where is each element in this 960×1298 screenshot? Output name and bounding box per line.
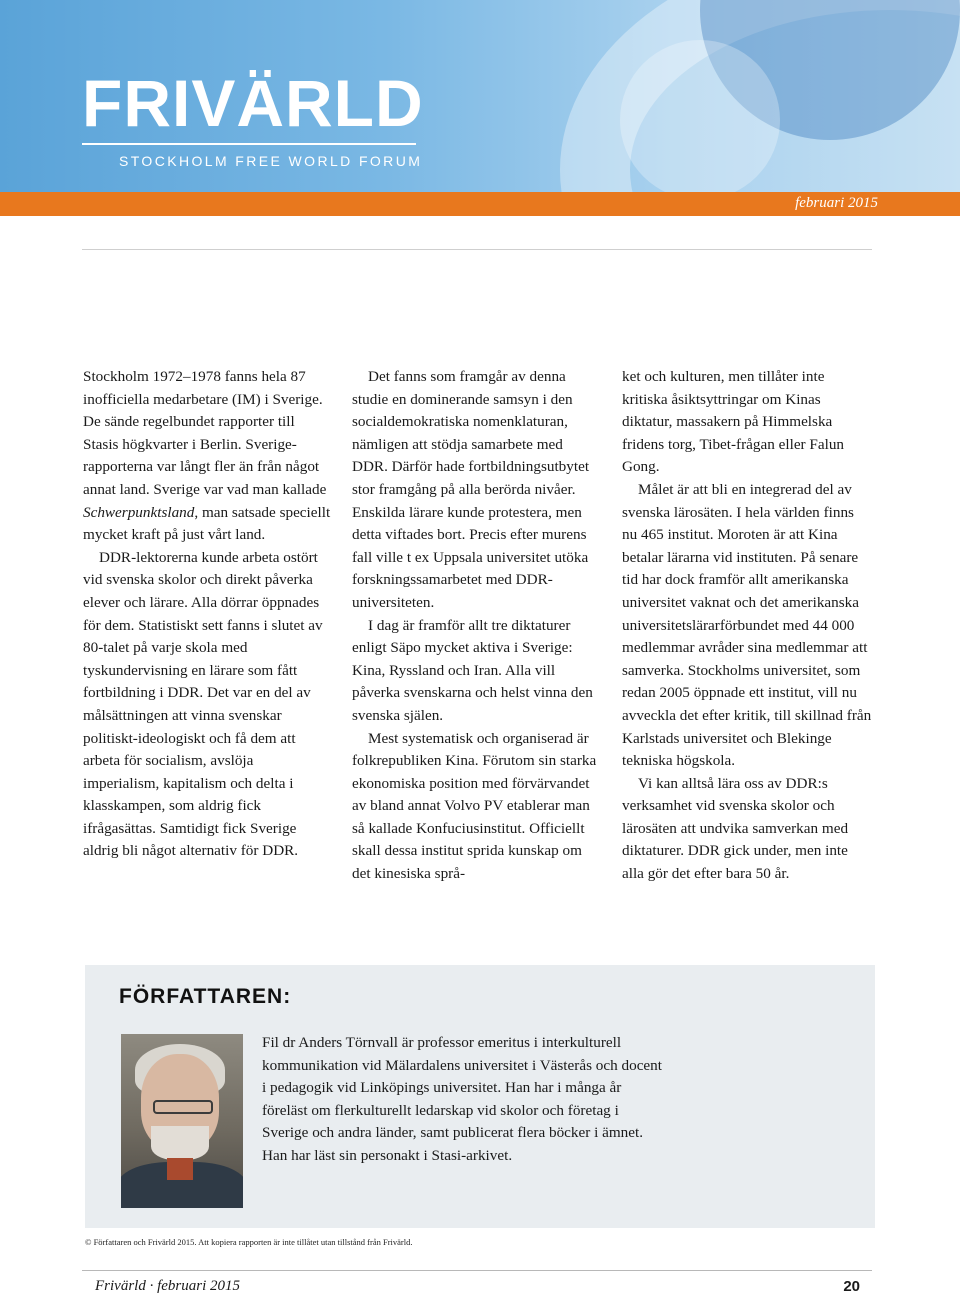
paragraph: I dag är framför allt tre diktaturer enligt Säpo mycket aktiva i Sverige: Kina, Ryssland och Iran. Alla vill påverka svenskarna och helst vinna den svenska själen.: [352, 616, 593, 724]
author-bio: Fil dr Anders Törnvall är professor emeritus i interkulturell kommunikation vid Mälardalens universitet i Västerås och docent i pedagogik vid Linköpings universitet. Han har i många år föreläst om flerkulturellt ledarskap vid skolor och företag i Sverige och andra länder, samt publicerat flera böcker i ämnet. Han har läst sin personakt i Stasi-arkivet.: [262, 1034, 662, 1164]
paragraph: [83, 366, 333, 547]
paragraph: ket och kulturen, men tillåter inte kritiska åsiktsyttringar om Kinas diktatur, massakern på Himmelska fridens torg, Tibet-frågan eller Falun Gong.: [622, 368, 845, 476]
paragraph: DDR-lektorerna kunde arbeta ostört vid svenska skolor och direkt påverka elever och lärare. Alla dörrar öppnades för dem. Statistiskt sett fanns i slutet av 80-talet på varje skola med tyskundervisning en lärare som fått fortbildning i DDR. Det var en del av målsättningen att vinna svenskar politiskt-ideologiskt och få dem att arbeta för socialism, avslöja imperialism, kapitalism och delta i klasskampen, som aldrig fick ifrågasättas. Samtidigt fick Sverige aldrig bli något alternativ för DDR.: [83, 548, 323, 860]
footer-divider: [82, 1270, 872, 1271]
author-photo: [121, 1034, 243, 1208]
masthead-banner: [0, 0, 960, 192]
paragraph-text: Stockholm 1972–1978 fanns hela 87 inofficiella medarbetare (IM) i Sverige. De sände regelbundet rapporter till Stasis högkvarter i Berlin. Sverige-rapporterna var långt fler än från något annat land. Sverige var vad man kallade: [83, 368, 327, 498]
logo-underline: [82, 143, 416, 145]
footer-publication: Frivärld · februari 2015: [95, 1278, 240, 1294]
page-number: 20: [843, 1278, 860, 1295]
paragraph: Mest systematisk och organiserad är folkrepubliken Kina. Förutom sin starka ekonomiska position med förvärvandet av bland annat Volvo PV etablerar man så kallade Konfuciusinstitut. Officiellt skall dessa institut sprida kunskap om det kinesiska språ-: [352, 729, 597, 883]
paragraph: Målet är att bli en integrerad del av svenska lärosäten. I hela världen finns nu 465 institut. Moroten är att Kina betalar lärarna vid instituten. På senare tid har dock framför allt amerikanska universitet vaknat och det amerikanska universitetslärarförbundet med 44 000 medlemmar avråder sina medlemmar att samverka. Stockholms universitet, som redan 2005 öppnade ett institut, vill nu avveckla det efter kritik, till skillnad från Karlstads universitet och Blekinge tekniska högskola.: [622, 480, 872, 770]
text-column-1: [83, 366, 333, 863]
issue-date: februari 2015: [795, 195, 878, 211]
tagline: STOCKHOLM FREE WORLD FORUM: [119, 153, 423, 169]
paragraph-text: , man satsade speciellt mycket kraft på just vårt land.: [83, 503, 331, 544]
frivarld-logo: FRIVÄRLD: [82, 66, 424, 140]
decorative-swirl: [620, 40, 780, 192]
divider: [82, 249, 872, 250]
paragraph-emphasis: Schwerpunktsland: [83, 503, 195, 521]
copyright-notice: © Författaren och Frivärld 2015. Att kopiera rapporten är inte tillåtet utan tillstånd från Frivärld.: [85, 1237, 413, 1247]
text-column-3: [622, 366, 872, 886]
paragraph: Vi kan alltså lära oss av DDR:s verksamhet vid svenska skolor och lärosäten att undvika samverkan med diktaturer. DDR gick under, men inte alla gör det efter bara 50 år.: [622, 774, 849, 883]
text-column-2: [352, 366, 602, 886]
author-heading: FÖRFATTAREN:: [119, 985, 292, 1008]
paragraph: Det fanns som framgår av denna studie en dominerande samsyn i den socialdemokratiska nomenklaturan, nämligen att stödja samarbete med DDR. Därför hade fortbildningsutbytet stor framgång på alla berörda nivåer. Enskilda lärare kunde protestera, men detta viftades bort. Precis efter murens fall ville t ex Uppsala universitet utöka forskningssamarbetet med DDR-universiteten.: [352, 368, 590, 611]
